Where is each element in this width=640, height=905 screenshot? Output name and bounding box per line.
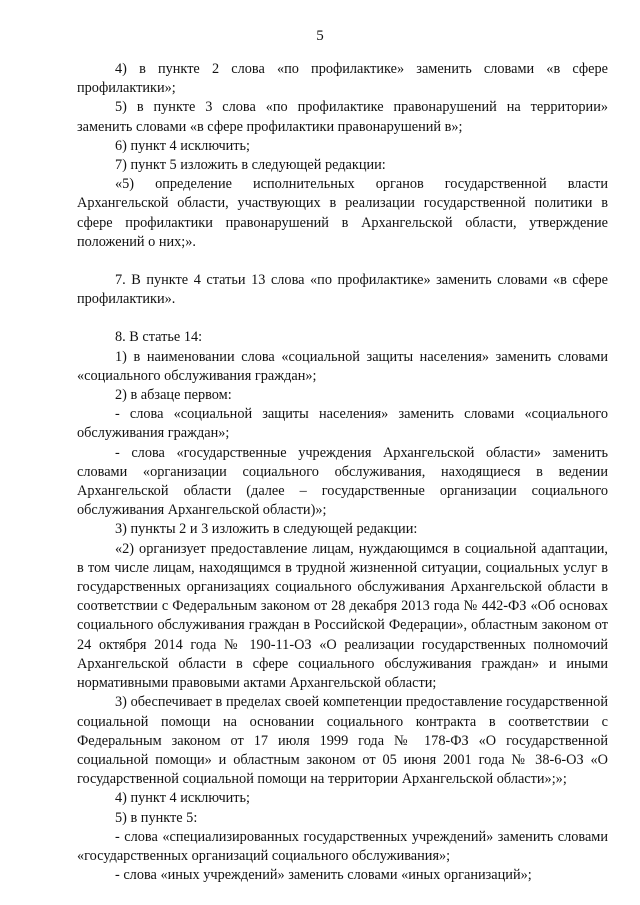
- paragraph-subitem-1: 1) в наименовании слова «социальной защиты населения» заменить словами «социального обслуживания граждан»;: [77, 348, 608, 384]
- paragraph-section-8: 8. В статье 14:: [115, 329, 203, 346]
- paragraph-dash-3: - слова «специализированных государственных учреждений» заменить словами «государственных организаций социального обслуживания»;: [77, 828, 608, 864]
- document-body: [77, 60, 608, 885]
- paragraph-item-5-quote: «5) определение исполнительных органов государственной власти Архангельской области, участвующих в реализации государственной политики в сфере профилактики правонарушений в Архангельской области, утверждение положений о них;».: [77, 176, 608, 250]
- paragraph-item-7: 7) пункт 5 изложить в следующей редакции:: [115, 157, 386, 174]
- paragraph-subitem-5: 5) в пункте 5:: [115, 809, 198, 826]
- paragraph-item-5: 5) в пункте 3 слова «по профилактике правонарушений на территории» заменить словами «в сфере профилактики правонарушений в»;: [77, 99, 608, 135]
- paragraph-item-4: 4) в пункте 2 слова «по профилактике» заменить словами «в сфере профилактики»;: [77, 61, 608, 97]
- paragraph-section-7: 7. В пункте 4 статьи 13 слова «по профилактике» заменить словами «в сфере профилактики».: [77, 272, 608, 308]
- paragraph-subitem-4: 4) пункт 4 исключить;: [115, 790, 251, 807]
- paragraph-dash-1: - слова «социальной защиты населения» заменить словами «социального обслуживания граждан»;: [77, 406, 608, 442]
- paragraph-subitem-2: 2) в абзаце первом:: [115, 387, 232, 404]
- paragraph-quote-2: «2) организует предоставление лицам, нуждающимся в социальной адаптации, в том числе лицам, находящимся в трудной жизненной ситуации, социальных услуг в государственных организациях социального обслуживания Архангельской области в соответствии с Федеральным законом от 28 декабря 2013 года № 442-ФЗ «Об основах социального обслуживания граждан в Российской Федерации», областным законом от 24 октября 2014 года № 190-11-ОЗ «О реализации государственных полномочий Архангельской области в сфере социального обслуживания граждан» и иными нормативными правовыми актами Архангельской области;: [77, 540, 608, 692]
- paragraph-item-6: 6) пункт 4 исключить;: [115, 137, 251, 154]
- paragraph-quote-3: 3) обеспечивает в пределах своей компетенции предоставление государственной социальной помощи на основании социального контракта в соответствии с Федеральным законом от 17 июля 1999 года № 178-ФЗ «О государственной социальной помощи» и областным законом от 05 июня 2001 года № 38-6-ОЗ «О государственной социальной помощи на территории Архангельской области»;»;: [77, 694, 608, 788]
- paragraph-dash-4: - слова «иных учреждений» заменить словами «иных организаций»;: [115, 867, 532, 884]
- page-number: 5: [316, 28, 324, 44]
- paragraph-dash-2: - слова «государственные учреждения Архангельской области» заменить словами «организации социального обслуживания, находящиеся в ведении Архангельской области (далее – государственные организации социального обслуживания Архангельской области)»;: [77, 444, 608, 519]
- paragraph-subitem-3: 3) пункты 2 и 3 изложить в следующей редакции:: [115, 521, 418, 538]
